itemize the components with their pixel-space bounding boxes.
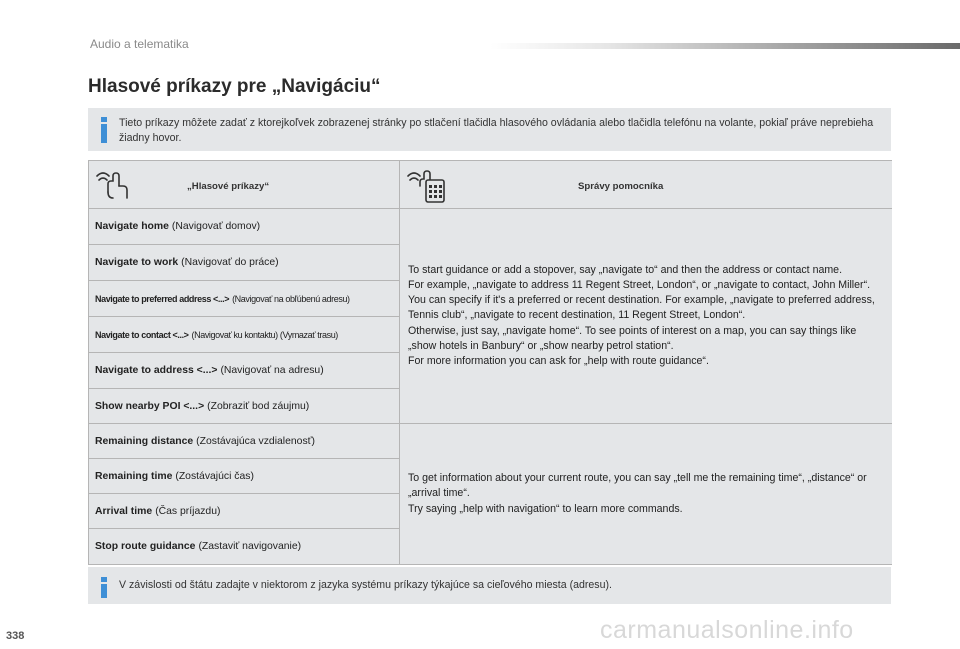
table-row-command — [89, 245, 400, 281]
response-line: You can specify if it's a preferred or recent destination. For example, „navigate to preferred address, Tennis club“, „navigate to recent destination, 11 Regent Street, London“. — [408, 294, 875, 322]
table-row-command — [89, 494, 400, 529]
response-line: Try saying „help with navigation“ to learn more commands. — [408, 502, 683, 515]
command-sk: (Navigovať na obľúbenú adresu) — [232, 293, 350, 304]
table-row-command — [89, 424, 400, 459]
response-line: For example, „navigate to address 11 Regent Street, London“, or „navigate to contact, John Miller“. — [408, 278, 871, 291]
command-sk: (Zostávajúci čas) — [175, 470, 254, 482]
table-header-commands — [89, 161, 400, 209]
info-box-top — [88, 108, 891, 151]
table-row-command — [89, 281, 400, 317]
command-en: Show nearby POI <...> — [95, 400, 205, 412]
command-en: Remaining time — [95, 470, 173, 482]
response-line: For more information you can ask for „help with route guidance“. — [408, 355, 709, 367]
assistant-messages-icon — [406, 168, 448, 204]
command-en: Remaining distance — [95, 435, 194, 447]
header-decoration-bar — [490, 43, 960, 49]
table-header-assistant — [400, 161, 892, 209]
command-sk: (Navigovať domov) — [171, 221, 261, 232]
command-en: Navigate to contact <...> — [95, 329, 189, 340]
command-en: Navigate to work — [95, 257, 179, 268]
page-number: 338 — [6, 630, 25, 642]
command-en: Navigate to preferred address <...> — [95, 293, 230, 304]
command-sk: (Navigovať do práce) — [181, 257, 279, 268]
info-text-bottom: V závislosti od štátu zadajte v niektorom z jazyka systému príkazy týkajúce sa cieľového miesta (adresu). — [119, 579, 612, 591]
command-sk: (Čas príjazdu) — [155, 505, 221, 517]
command-en: Stop route guidance — [95, 541, 196, 552]
response-line: To get information about your current route, you can say „tell me the remaining time“, „distance“ or „arrival time“. — [408, 472, 867, 500]
info-text-top: Tieto príkazy môžete zadať z ktorejkoľvek zobrazenej stránky po stlačení tlačidla hlasového ovládania alebo tlačidla telefónu na volante, pokiaľ práve neprebieha žiadny hovor. — [119, 117, 874, 144]
section-title: Audio a telematika — [90, 37, 189, 51]
table-row-command — [89, 529, 400, 564]
assistant-response-navigation — [400, 209, 892, 424]
voice-command-hand-icon — [95, 170, 131, 200]
command-en: Navigate home — [95, 221, 169, 232]
command-en: Navigate to address <...> — [95, 365, 218, 376]
table-row-command — [89, 353, 400, 389]
command-en: Arrival time — [95, 505, 153, 517]
info-icon — [101, 577, 107, 598]
page-title: Hlasové príkazy pre „Navigáciu“ — [88, 76, 381, 97]
assistant-response-route-info — [400, 424, 892, 564]
command-sk: (Navigovať na adresu) — [220, 365, 324, 376]
watermark: carmanualsonline.info — [600, 616, 854, 644]
command-sk: (Zobraziť bod záujmu) — [207, 400, 310, 412]
response-line: Otherwise, just say, „navigate home“. To see points of interest on a map, you can say things like „show hotels in Banbury“ or „show nearby petrol station“. — [408, 324, 857, 352]
command-sk: (Zostávajúca vzdialenosť) — [196, 435, 315, 447]
table-row-command — [89, 209, 400, 245]
info-icon — [101, 117, 107, 143]
col-header-voice-commands: „Hlasové príkazy“ — [187, 181, 270, 192]
table-row-command — [89, 459, 400, 494]
col-header-assistant-messages: Správy pomocníka — [578, 181, 664, 192]
response-line: To start guidance or add a stopover, say „navigate to“ and then the address or contact name. — [408, 263, 843, 276]
table-row-command — [89, 317, 400, 353]
table-row-command — [89, 389, 400, 424]
command-sk: (Zastaviť navigovanie) — [198, 541, 302, 552]
command-sk: (Navigovať ku kontaktu) (Vymazať trasu) — [191, 329, 338, 340]
info-box-bottom — [88, 567, 891, 604]
voice-commands-table — [88, 160, 892, 565]
